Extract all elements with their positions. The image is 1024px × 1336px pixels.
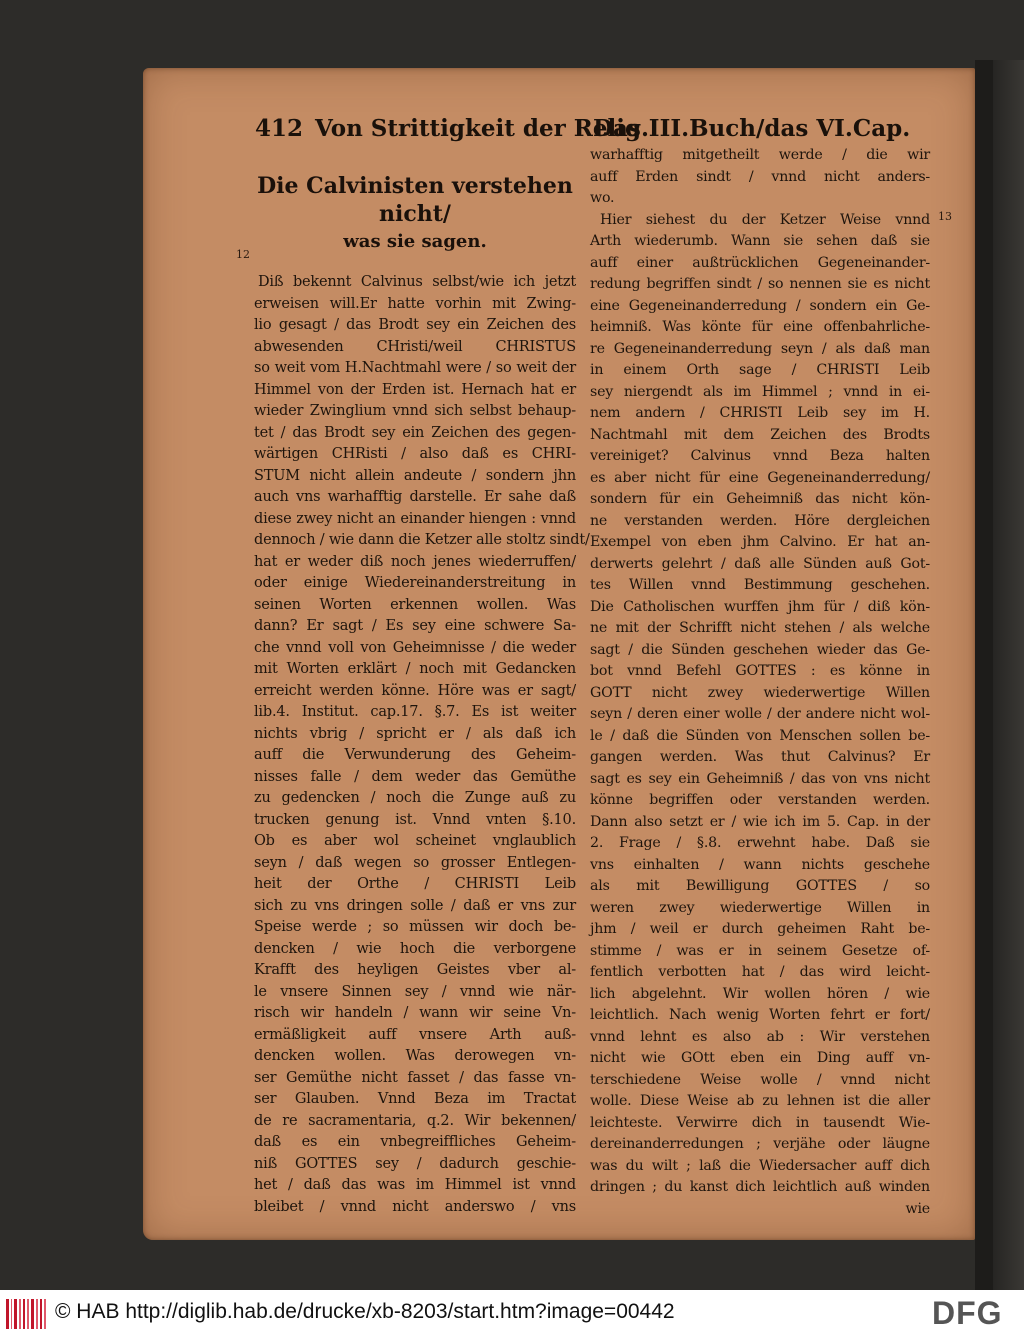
text-line: abwesenden CHristi/weil CHRISTUS [254,338,576,355]
text-line: eine Gegeneinanderredung / sondern ein Ge- [590,297,930,314]
text-line: lio gesagt / das Brodt sey ein Zeichen des [254,317,576,333]
text-line: lib.4. Institut. cap.17. §.7. Es ist weiter [254,704,576,720]
text-line: wo. [590,190,615,206]
hab-logo-icon [6,1299,46,1329]
text-line: STUM nicht allein andeute / sondern jhn [254,467,576,484]
text-line: leichteste. Verwirre dich in tausendt Wie- [590,1114,930,1131]
page-number: 412 [255,115,304,142]
text-line: stimme / was er in seinem Gesetze of- [590,942,930,959]
text-line: GOTT nicht zwey wiederwertige Willen [590,684,930,701]
text-line: nem andern / CHRISTI Leib sey im H. [590,405,930,421]
text-line: bot vnnd Befehl GOTTES : es könne in [590,663,930,679]
text-line: Die Catholischen wurffen jhm für / diß kön- [590,598,930,615]
text-line: le / daß die Sünden von Menschen sollen be- [590,727,930,744]
text-line: wieder Zwinglium vnnd sich selbst behaup- [254,403,576,419]
text-line: nichts vbrig / spricht er / als daß ich [254,725,576,742]
text-line: wie [905,1200,930,1217]
text-line: tet / das Brodt sey ein Zeichen des gegen- [254,424,576,441]
text-line: wolle. Diese Weise ab zu lehnen ist die aller [590,1093,930,1109]
text-line: warhafftig mitgetheilt werde / die wir [590,147,930,163]
text-line: 2. Frage / §.8. erwehnt habe. Daß sie [590,835,930,851]
text-line: heit der Orthe / CHRISTI Leib [254,876,576,892]
text-line: Diß bekennt Calvinus selbst/wie ich jetzt [258,274,576,290]
text-line: seyn / daß wegen so grosser Entlegen- [254,854,576,871]
text-line: nicht wie GOtt eben ein Ding auff vn- [590,1050,930,1066]
text-line: de re sacramentaria, q.2. Wir bekennen/ [254,1112,576,1129]
text-line: Dann also setzt er / wie ich im 5. Cap. in der [590,813,930,830]
text-line: leichtlich. Nach wenig Worten fehrt er fort/ [590,1007,930,1023]
text-line: sondern für ein Geheimniß das nicht kön- [590,491,930,507]
text-line: lich abgelehnt. Wir wollen hören / wie [590,985,930,1002]
section-heading-line-1: Die Calvinisten verstehen nicht/ [257,173,573,227]
text-line: seinen Worten erkennen wollen. Was [254,596,576,613]
text-line: auff einer außtrücklichen Gegeneinander- [590,254,930,271]
text-line: vns einhalten / wann nichts geschehe [590,856,930,873]
text-line: was du wilt ; laß die Wiedersacher auff dich [590,1157,930,1174]
text-line: Nachtmahl mit dem Zeichen des Brodts [590,426,930,443]
text-line: seyn / deren einer wolle / der andere nicht wol- [590,706,930,722]
running-title-left: Von Strittigkeit der Relig. [315,115,650,142]
text-line: Hier siehest du der Ketzer Weise vnnd [600,211,930,228]
text-line: wärtigen CHRisti / also daß es CHRI- [254,446,576,462]
text-line: auff die Verwunderung des Geheim- [254,747,576,763]
text-line: dann? Er sagt / Es sey eine schwere Sa- [254,618,576,634]
text-line: derwerts gelehrt / daß alle Sünden auß Got- [590,555,930,572]
text-line: auch vns warhafftig darstelle. Er sahe daß [254,489,576,505]
text-line: bleibet / vnnd nicht anderswo / vns [254,1198,576,1215]
text-line: ser Gemüthe nicht fasset / das fasse vn- [254,1069,576,1086]
text-line: Arth wiederumb. Wann sie sehen daß sie [590,233,930,249]
text-line: niß GOTTES sey / dadurch geschie- [254,1155,576,1172]
text-line: zu gedencken / noch die Zunge auß zu [254,790,576,806]
text-line: dereinanderredungen ; verjähe oder läugne [590,1136,930,1152]
text-line: diese zwey nicht an einander hiengen : vnnd [254,510,576,527]
text-line: risch wir handeln / wann wir seine Vn- [254,1005,576,1021]
text-line: dennoch / wie dann die Ketzer alle stoltz sindt/ [254,532,590,548]
text-line: vnnd lehnt es also ab : Wir verstehen [590,1028,930,1045]
text-line: ermäßligkeit auff vnsere Arth auß- [254,1026,576,1043]
text-line: nisses falle / dem weder das Gemüthe [254,768,576,785]
left-column [254,172,590,1218]
text-line: als mit Bewilligung GOTTES / so [590,878,930,894]
text-line: sagt es sey ein Geheimniß / das von vns nicht [590,770,930,787]
text-line: Exempel von eben jhm Calvino. Er hat an- [590,534,930,550]
text-line: trucken genung ist. Vnnd vnten §.10. [254,811,576,828]
text-line: daß es ein vnbegreiffliches Geheim- [254,1134,576,1150]
text-line: ne verstanden werden. Höre dergleichen [590,512,930,529]
text-line: le vnsere Sinnen sey / vnnd wie när- [254,983,576,1000]
text-line: dencken / wie hoch die verborgene [254,940,576,957]
text-line: gangen werden. Was thut Calvinus? Er [590,749,930,765]
text-line: dringen ; du kanst dich leichtlich auß winden [590,1179,930,1195]
adjacent-page-edge [975,60,1024,1290]
text-line: redung begriffen sindt / so nennen sie es nicht [590,276,930,292]
text-line: heimniß. Was könte für eine offenbahrliche- [590,319,930,335]
text-line: auff Erden sindt / vnnd nicht anders- [590,168,930,185]
section-heading-line-2: was sie sagen. [343,231,487,252]
text-line: dencken wollen. Was derowegen vn- [254,1048,576,1064]
text-line: sich zu vns dringen solle / daß er vns zur [254,897,576,914]
text-line: oder einige Wiedereinanderstreitung in [254,575,576,591]
footer-bar [0,1290,1024,1336]
text-line: so weit vom H.Nachtmahl were / so weit der [254,360,576,376]
running-title-right: Das III.Buch/das VI.Cap. [593,115,911,142]
text-line: Ob es aber wol scheinet vnglaublich [254,833,576,849]
text-line: tes Willen vnnd Bestimmung geschehen. [590,577,930,593]
text-line: ser Glauben. Vnnd Beza im Tractat [254,1091,576,1107]
text-line: re Gegeneinanderredung seyn / als daß man [590,340,930,357]
dfg-logo: DFG [932,1295,1003,1331]
text-line: Himmel von der Erden ist. Hernach hat er [254,381,576,398]
text-line: jhm / weil er durch geheimen Raht be- [590,921,930,937]
text-line: hat er weder diß noch jenes wiederruffen/ [254,553,576,570]
text-line: sagt / die Sünden geschehen wieder das Ge- [590,641,930,658]
text-line: Krafft des heyligen Geistes vber al- [254,962,576,978]
text-line: Speise werde ; so müssen wir doch be- [254,919,576,935]
text-line: fentlich verbotten hat / das wird leicht- [590,964,930,980]
text-line: mit Worten erklärt / noch mit Gedancken [254,661,576,677]
margin-number-left: 12 [236,248,250,261]
text-line: es aber nicht für eine Gegeneinanderredung/ [590,469,930,486]
text-line: che vnnd voll von Geheimnisse / die weder [254,639,576,656]
text-line: in einem Orth sage / CHRISTI Leib [590,362,930,378]
text-line: sey niergendt als im Himmel ; vnnd in ei- [590,383,930,400]
text-line: könne begriffen oder verstanden werden. [590,792,930,808]
text-line: erreicht werden könne. Höre was er sagt/ [254,682,576,699]
text-line: vereiniget? Calvinus vnnd Beza halten [590,448,930,464]
text-line: terschiedene Weise wolle / vnnd nicht [590,1071,930,1088]
attribution-link[interactable]: © HAB http://diglib.hab.de/drucke/xb-8203/start.htm?image=00442 [55,1300,675,1323]
text-line: ne mit der Schrifft nicht stehen / als welche [590,620,930,636]
text-line: erweisen will.Er hatte vorhin mit Zwing- [254,295,576,312]
text-line: het / daß das was im Himmel ist vnnd [254,1177,576,1193]
margin-number-right: 13 [938,210,952,223]
right-column [590,145,930,1220]
text-line: weren zwey wiederwertige Willen in [590,899,930,916]
